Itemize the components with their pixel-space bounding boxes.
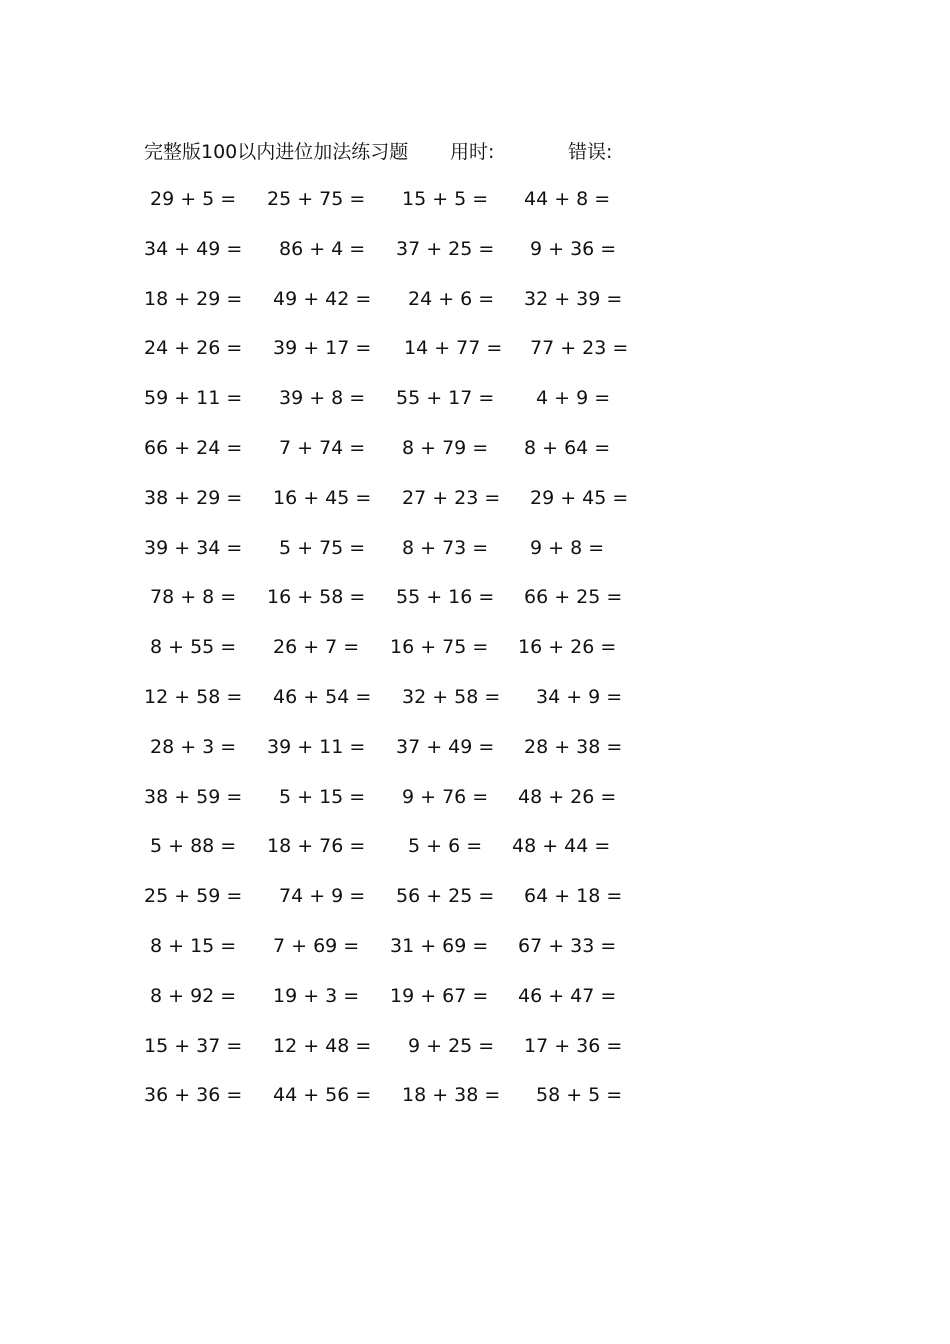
addition-problem: 37 + 49 = (396, 736, 495, 758)
addition-problem: 39 + 8 = (279, 387, 366, 409)
addition-problem: 17 + 36 = (524, 1035, 623, 1057)
addition-problem: 5 + 15 = (279, 786, 366, 808)
addition-problem: 18 + 38 = (402, 1084, 501, 1106)
addition-problem: 19 + 3 = (273, 985, 360, 1007)
addition-problem: 55 + 16 = (396, 586, 495, 608)
addition-problem: 67 + 33 = (518, 935, 617, 957)
addition-problem: 74 + 9 = (279, 885, 366, 907)
addition-problem: 28 + 3 = (150, 736, 237, 758)
addition-problem: 4 + 9 = (536, 387, 611, 409)
addition-problem: 36 + 36 = (144, 1084, 243, 1106)
addition-problem: 9 + 8 = (530, 537, 605, 559)
addition-problem: 14 + 77 = (404, 337, 503, 359)
addition-problem: 28 + 38 = (524, 736, 623, 758)
addition-problem: 19 + 67 = (390, 985, 489, 1007)
addition-problem: 16 + 45 = (273, 487, 372, 509)
addition-problem: 7 + 74 = (279, 437, 366, 459)
addition-problem: 15 + 5 = (402, 188, 489, 210)
addition-problem: 56 + 25 = (396, 885, 495, 907)
addition-problem: 39 + 34 = (144, 537, 243, 559)
addition-problem: 44 + 56 = (273, 1084, 372, 1106)
errors-label: 错误: (568, 141, 613, 163)
addition-problem: 66 + 24 = (144, 437, 243, 459)
addition-problem: 8 + 92 = (150, 985, 237, 1007)
addition-problem: 78 + 8 = (150, 586, 237, 608)
addition-problem: 49 + 42 = (273, 288, 372, 310)
addition-problem: 9 + 36 = (530, 238, 617, 260)
addition-problem: 7 + 69 = (273, 935, 360, 957)
addition-problem: 58 + 5 = (536, 1084, 623, 1106)
addition-problem: 12 + 58 = (144, 686, 243, 708)
addition-problem: 46 + 47 = (518, 985, 617, 1007)
addition-problem: 34 + 49 = (144, 238, 243, 260)
time-used-label: 用时: (450, 141, 495, 163)
addition-problem: 9 + 25 = (408, 1035, 495, 1057)
addition-problem: 48 + 26 = (518, 786, 617, 808)
addition-problem: 16 + 75 = (390, 636, 489, 658)
addition-problem: 5 + 75 = (279, 537, 366, 559)
addition-problem: 16 + 26 = (518, 636, 617, 658)
worksheet-title: 完整版100以内进位加法练习题 (144, 141, 409, 163)
addition-problem: 8 + 73 = (402, 537, 489, 559)
addition-problem: 38 + 29 = (144, 487, 243, 509)
addition-problem: 8 + 64 = (524, 437, 611, 459)
addition-problem: 86 + 4 = (279, 238, 366, 260)
addition-problem: 18 + 76 = (267, 835, 366, 857)
addition-problem: 46 + 54 = (273, 686, 372, 708)
addition-problem: 8 + 55 = (150, 636, 237, 658)
addition-problem: 32 + 58 = (402, 686, 501, 708)
addition-problem: 16 + 58 = (267, 586, 366, 608)
addition-problem: 29 + 5 = (150, 188, 237, 210)
addition-problem: 5 + 88 = (150, 835, 237, 857)
addition-problem: 9 + 76 = (402, 786, 489, 808)
addition-problem: 59 + 11 = (144, 387, 243, 409)
addition-problem: 24 + 6 = (408, 288, 495, 310)
addition-problem: 37 + 25 = (396, 238, 495, 260)
addition-problem: 66 + 25 = (524, 586, 623, 608)
addition-problem: 77 + 23 = (530, 337, 629, 359)
addition-problem: 32 + 39 = (524, 288, 623, 310)
addition-problem: 64 + 18 = (524, 885, 623, 907)
addition-problem: 8 + 15 = (150, 935, 237, 957)
addition-problem: 12 + 48 = (273, 1035, 372, 1057)
addition-problem: 24 + 26 = (144, 337, 243, 359)
addition-problem: 5 + 6 = (408, 835, 483, 857)
addition-problem: 44 + 8 = (524, 188, 611, 210)
addition-problem: 27 + 23 = (402, 487, 501, 509)
addition-problem: 48 + 44 = (512, 835, 611, 857)
addition-problem: 29 + 45 = (530, 487, 629, 509)
addition-problem: 25 + 75 = (267, 188, 366, 210)
addition-problem: 38 + 59 = (144, 786, 243, 808)
addition-problem: 15 + 37 = (144, 1035, 243, 1057)
addition-problem: 34 + 9 = (536, 686, 623, 708)
addition-problem: 25 + 59 = (144, 885, 243, 907)
addition-problem: 26 + 7 = (273, 636, 360, 658)
addition-problem: 31 + 69 = (390, 935, 489, 957)
addition-problem: 39 + 11 = (267, 736, 366, 758)
addition-problem: 8 + 79 = (402, 437, 489, 459)
addition-problem: 55 + 17 = (396, 387, 495, 409)
addition-problem: 39 + 17 = (273, 337, 372, 359)
addition-problem: 18 + 29 = (144, 288, 243, 310)
